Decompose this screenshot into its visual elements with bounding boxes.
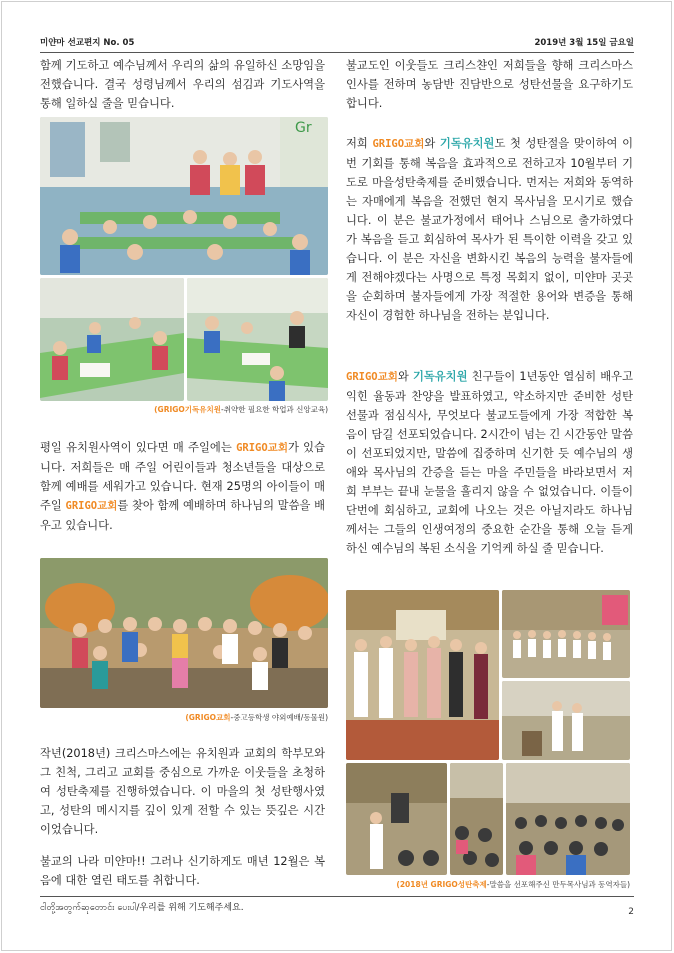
grigo-church-highlight-3: GRIGO교회 [372, 138, 425, 150]
prayer-request-footer: ငါတို့အတွက်ဆုတောင်း ပေးပါ/우리를 위해 기도해주세요. [40, 903, 244, 913]
right-paragraph-3 [346, 367, 633, 558]
right-paragraph-2 [346, 134, 633, 325]
page-header [40, 36, 634, 50]
christmas-pastors-photo [346, 590, 499, 760]
right-paragraph-3-block [346, 367, 633, 558]
p2-text-a: 평일 유치원사역이 있다면 매 주일에는 [40, 441, 237, 454]
caption-christmas-text: -말씀을 선포해주신 만두목사님과 동역자들) [486, 880, 630, 889]
right-paragraph-1: 불교도인 이웃들도 크리스챤인 저희들을 향해 크리스마스 인사를 전하며 농담반 진담반으로 성탄선물을 요구하기도 합니다. [346, 59, 633, 110]
children-drawing-photo-right [187, 278, 328, 401]
rp3-text-mid: 와 [397, 370, 413, 383]
header-rule [40, 52, 634, 53]
grigo-church-highlight-2: GRIGO교회 [65, 500, 118, 512]
youth-outdoor-worship-photo [40, 558, 328, 708]
left-column [40, 56, 325, 113]
rp2-text-a: 저희 [346, 137, 373, 150]
left-paragraph-3-block [40, 744, 325, 839]
left-paragraph-4: 불교의 나라 미얀마!! 그러나 신기하게도 매년 12월은 복음에 대한 열린 태도를 취합니다. [40, 855, 325, 887]
page-number: 2 [628, 907, 634, 917]
photo-caption-christmas [346, 879, 630, 890]
caption-christmas-name: (2018년 GRIGO성탄축제 [396, 880, 487, 889]
footer-rule [40, 896, 634, 897]
left-paragraph-1: 함께 기도하고 예수님께서 우리의 삶의 유일하신 소망임을 전했습니다. 결국 성령님께서 우리의 섬김과 기도사역을 통해 일하실 줄을 믿습니다. [40, 59, 325, 110]
right-paragraph-1-block [346, 56, 633, 113]
caption-youth-text: -중고등학생 야외예배/동물원) [230, 713, 328, 722]
preacher-speaking-photo [346, 763, 447, 875]
children-drawing-photo-left [40, 278, 184, 401]
left-paragraph-2-block [40, 438, 325, 535]
grigo-church-highlight: GRIGO교회 [236, 442, 288, 454]
caption-youth-name: (GRIGO교회 [185, 713, 231, 722]
left-paragraph-2 [40, 438, 325, 535]
left-paragraph-3: 작년(2018년) 크리스마스에는 유치원과 교회의 학부모와 그 친척, 그리고 교회를 중심으로 가까운 이웃들을 초청하여 성탄축제를 진행하였습니다. 이 마을의 첫 성탄행사였고, 성탄의 메시지를 깊이 있게 전할 수 있는 뜻깊은 시간이었습니다. [40, 747, 325, 836]
christian-kindergarten-highlight: 기독유치원 [439, 137, 495, 150]
congregation-photo-large [506, 763, 630, 875]
caption-kindergarten-name: (GRIGO기독유치원 [154, 405, 222, 414]
rp2-text-mid: 와 [424, 137, 440, 150]
grigo-church-highlight-4: GRIGO교회 [346, 371, 398, 383]
svg-text:Gr: Gr [295, 120, 312, 136]
left-paragraph-4-block [40, 852, 325, 890]
p2-text-c: 를 찾아 함께 예배하며 하나님의 말씀을 배우고 있습니다. [40, 499, 325, 532]
right-paragraph-2-block [346, 134, 633, 325]
congregation-photo-small [450, 763, 503, 875]
photo-caption-youth [40, 712, 328, 723]
christian-kindergarten-highlight-2: 기독유치원 [412, 370, 468, 383]
rp2-text-b: 도 첫 성탄절을 맞이하여 이번 기회를 통해 복음을 효과적으로 전하고자 10월부터 기도로 마을성탄축제를 준비했습니다. 먼저는 저희와 동역하는 자매에게 복음을 전했던 현지 목사님을 모시기로 했습니다. 이 분은 불교가정에서 태어나 스님으로 출가하였다가 복음을 듣고 회심하여 목사가 된 특이한 이력을 갖고 있습니다. 이 분은 자신을 변화시킨 복음의 능력을 불자들에게 전해야겠다는 사명으로 특정 목회지 없이, 미얀마 곳곳을 순회하며 불자들에게 가장 적절한 용어와 변증을 통해 자신이 경험한 하나님을 전하는 분입니다. [346, 137, 634, 322]
issue-date: 2019년 3월 15일 금요일 [534, 38, 634, 48]
pastor-preaching-photo [502, 681, 630, 760]
rp3-text-b: 친구들이 1년동안 열심히 배우고 익힌 율동과 찬양을 발표하였고, 약소하지만 준비한 성탄선물과 점심식사, 무엇보다 불교도들에게 가장 적합한 복음이 담길 선포되었습니다. 2시간이 넘는 긴 시간동안 말씀이 선포되었지만, 말씀에 집중하며 신기한 듯 예수님의 생애와 목사님의 간증을 듣는 마을 주민들을 바라보면서 저희 부부는 끝내 눈물을 흘리지 않을 수 없었습니다. 이들이 단번에 회심하고, 교회에 나오는 것은 아닐지라도 하나님께서는 그들의 인생여정의 중요한 순간을 통해 오늘 듣게 하신 예수님의 복된 소식을 기억케 하실 줄 믿습니다. [346, 370, 633, 555]
newsletter-title: 미얀마 선교편지 No. 05 [40, 38, 135, 48]
caption-kindergarten-text: -취약한 필요한 학업과 신앙교육) [221, 405, 328, 414]
p2-text-b: 가 있습니다. 저희들은 매 주일 어린이들과 청소년들을 대상으로 함께 예배를 세워가고 있습니다. 현재 25명의 아이들이 매 주일 [40, 441, 325, 512]
children-performance-photo [502, 590, 630, 678]
kindergarten-classroom-photo [40, 117, 328, 275]
photo-caption-kindergarten [40, 404, 328, 415]
